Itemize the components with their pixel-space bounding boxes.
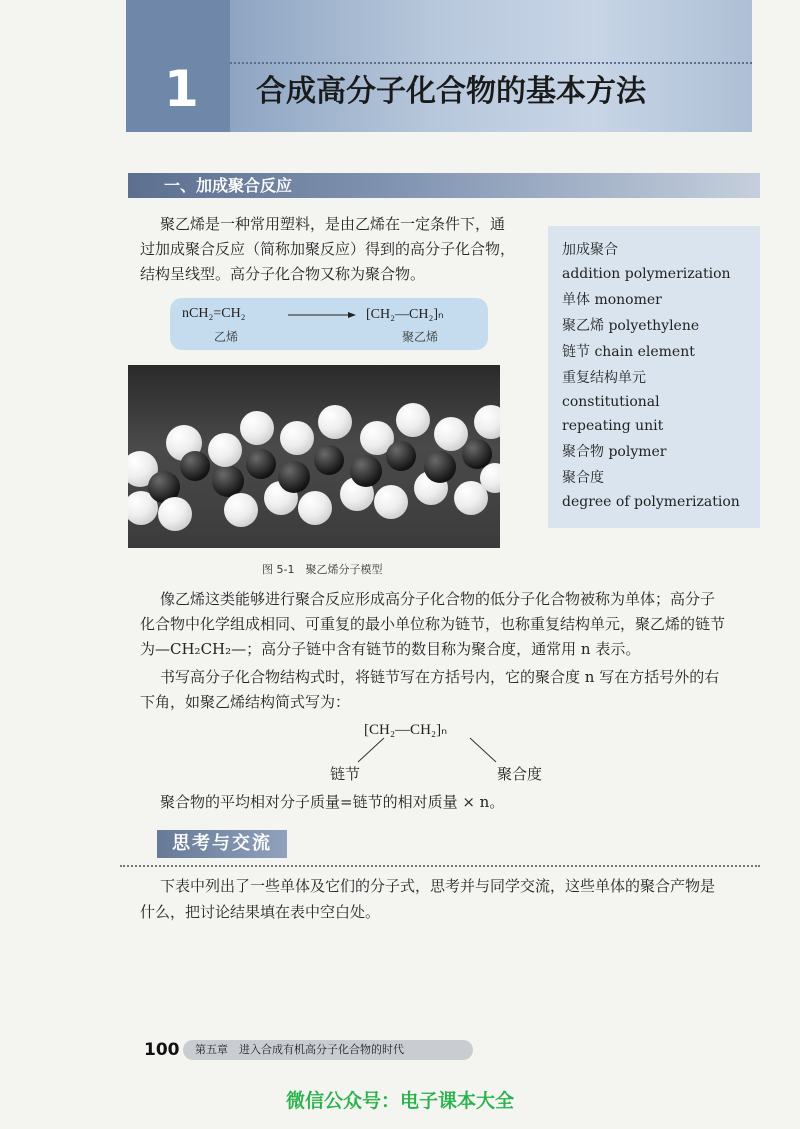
- chapter-title: 合成高分子化合物的基本方法: [256, 74, 646, 109]
- watermark-text: 微信公众号：电子课本大全: [285, 1090, 514, 1112]
- think-discuss-heading: [157, 830, 287, 858]
- section-title: 一、加成聚合反应: [164, 176, 293, 195]
- degree-label: 聚合度: [497, 765, 543, 783]
- sidebar-line: 聚合度: [562, 470, 604, 486]
- reaction-arrow-icon: [288, 310, 356, 320]
- banner-dotted-rule: [230, 62, 752, 64]
- body-p1-line-2: 化合物中化学组成相同、可重复的最小单位称为链节，也称重复结构单元，聚乙烯的链节: [140, 615, 726, 633]
- think-line-1: 下表中列出了一些单体及它们的分子式，思考并与同学交流，这些单体的聚合产物是: [160, 877, 716, 895]
- sidebar-line: 加成聚合: [562, 242, 618, 258]
- intro-line-1: 聚乙烯是一种常用塑料，是由乙烯在一定条件下，通: [160, 215, 506, 233]
- think-line-2: 什么，把讨论结果填在表中空白处。: [140, 903, 381, 921]
- think-dotted-rule: [120, 865, 760, 867]
- sidebar-line: constitutional: [562, 394, 660, 410]
- sidebar-line: 链节 chain element: [562, 344, 695, 360]
- structure-formula: [CH₂—CH₂]ₙ: [364, 722, 448, 738]
- equation-box: [170, 298, 488, 350]
- footer-chapter-label: 第五章 进入合成有机高分子化合物的时代: [195, 1043, 404, 1056]
- sidebar-line: repeating unit: [562, 418, 664, 434]
- equation-product: [CH₂—CH₂]ₙ: [366, 307, 444, 322]
- banner-background-image: [230, 0, 752, 132]
- vocabulary-sidebar: [548, 226, 760, 528]
- equation-reactant-label: 乙烯: [214, 330, 239, 344]
- body-p2-line-2: 下角，如聚乙烯结构简式写为：: [140, 693, 351, 711]
- section-heading-bar: [128, 173, 760, 198]
- sidebar-line: 聚乙烯 polyethylene: [562, 318, 700, 334]
- footer-chapter-bar: [183, 1040, 473, 1060]
- polyethylene-model-photo: [128, 365, 500, 548]
- equation-reactant: nCH₂=CH₂: [182, 306, 246, 321]
- body-p3: 聚合物的平均相对分子质量=链节的相对质量 × n。: [160, 793, 505, 811]
- intro-line-2: 过加成聚合反应（简称加聚反应）得到的高分子化合物，: [140, 240, 516, 258]
- sidebar-line: degree of polymerization: [562, 494, 740, 510]
- chain-element-label: 链节: [330, 765, 361, 783]
- sidebar-line: 重复结构单元: [562, 370, 646, 386]
- figure-caption: 图 5-1 聚乙烯分子模型: [262, 563, 383, 576]
- sidebar-line: 聚合物 polymer: [562, 444, 667, 460]
- equation-product-label: 聚乙烯: [402, 330, 439, 344]
- chapter-banner: [126, 0, 752, 132]
- chapter-number: 1: [164, 60, 199, 118]
- sidebar-line: 单体 monomer: [562, 292, 662, 308]
- sidebar-line: addition polymerization: [562, 266, 731, 282]
- think-discuss-title: 思考与交流: [172, 833, 272, 854]
- page-number: 100: [144, 1040, 180, 1060]
- body-p2-line-1: 书写高分子化合物结构式时，将链节写在方括号内，它的聚合度 n 写在方括号外的右: [160, 668, 720, 686]
- body-p1-line-1: 像乙烯这类能够进行聚合反应形成高分子化合物的低分子化合物被称为单体；高分子: [160, 590, 716, 608]
- body-p1-line-3: 为—CH₂CH₂—；高分子链中含有链节的数目称为聚合度，通常用 n 表示。: [140, 640, 641, 658]
- intro-line-3: 结构呈线型。高分子化合物又称为聚合物。: [140, 265, 426, 283]
